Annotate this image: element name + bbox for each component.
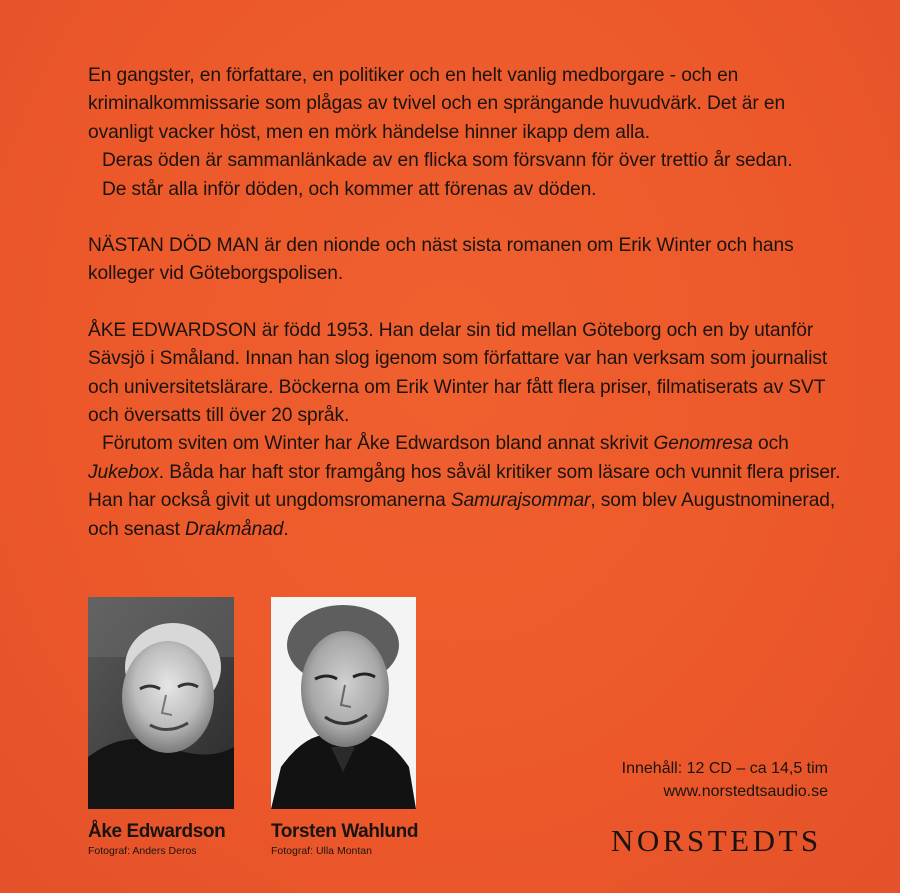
author-name: Åke Edwardson — [88, 821, 226, 842]
product-info — [622, 757, 828, 803]
bio-paragraph-2 — [88, 430, 848, 544]
narrator-photo-credit: Fotograf: Ulla Montan — [271, 845, 372, 857]
cover-text — [88, 62, 848, 544]
contents-info: Innehåll: 12 CD – ca 14,5 tim — [621, 760, 828, 777]
description-paragraph-3: De står alla inför döden, och kommer att förenas av döden. — [102, 178, 597, 200]
book-title: Samurajsommar — [450, 490, 591, 512]
bio-text: och — [752, 433, 789, 455]
author-photo-credit: Fotograf: Anders Deros — [88, 845, 197, 857]
narrator-name: Torsten Wahlund — [271, 821, 419, 842]
bio-text: , som blev Augustnominerad, och senast — [88, 490, 836, 540]
bio-paragraph-1: ÅKE EDWARDSON är född 1953. Han delar sin tid mellan Göteborg och en by utanför Sävsjö i Småland. Innan han slog igenom som författare var han verksam som journalist och universitetslärare. Böckerna om Erik Winter har fått flera priser, filmatiserats av SVT och översatts till över 20 språk. — [88, 319, 828, 427]
narrator-photo — [271, 597, 416, 809]
bio-text: Förutom sviten om Winter har Åke Edwardson bland annat skrivit — [102, 433, 654, 455]
narrator-portrait-image — [271, 597, 416, 809]
author-portrait-image — [88, 597, 234, 809]
book-title: Jukebox — [88, 461, 159, 483]
book-title: Drakmånad — [185, 518, 284, 540]
description-paragraph-2: Deras öden är sammanlänkade av en flicka som försvann för över trettio år sedan. — [102, 150, 793, 172]
bio-text: . Båda har haft stor framgång hos såväl kritiker som läsare och vunnit flera priser. Han har också givit ut ungdomsromanerna — [88, 461, 841, 512]
book-title: Genomresa — [653, 433, 753, 455]
spacer — [88, 204, 848, 232]
bio-text: . — [283, 518, 289, 540]
website-link[interactable]: www.norstedtsaudio.se — [663, 783, 828, 800]
publisher-logo: NORSTEDTS — [611, 823, 822, 858]
description-paragraph-1: En gangster, en författare, en politiker och en helt vanlig medborgare - och en kriminalkommissarie som plågas av tvivel och en sprängande huvudvärk. Det är en ovanligt vacker höst, men en mörk händelse hinner ikapp dem alla. — [88, 65, 786, 143]
series-paragraph: NÄSTAN DÖD MAN är den nionde och näst sista romanen om Erik Winter och hans kolleger vid Göteborgspolisen. — [88, 235, 794, 285]
author-photo — [88, 597, 234, 809]
spacer — [88, 289, 848, 317]
